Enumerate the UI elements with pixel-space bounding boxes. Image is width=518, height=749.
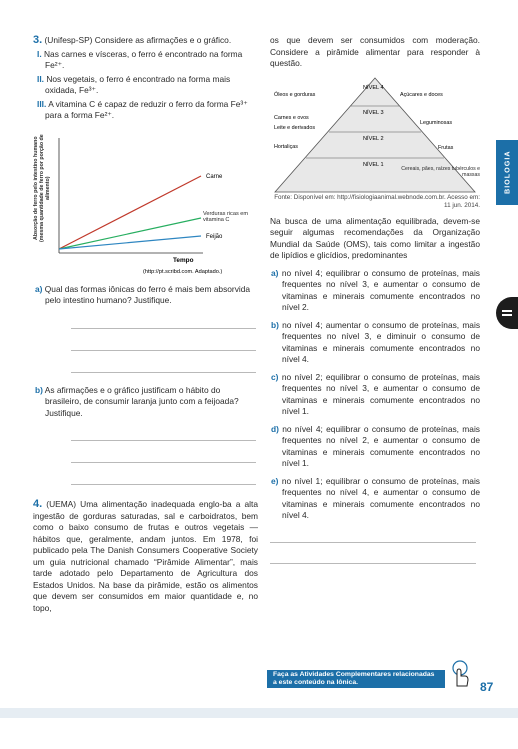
q3-item-2: II. Nos vegetais, o ferro é encontrado na forma mais oxidada, Fe³⁺. xyxy=(37,73,231,95)
page-number: 87 xyxy=(480,680,494,694)
answer-line[interactable] xyxy=(71,462,256,463)
answer-line[interactable] xyxy=(71,372,256,373)
series-label-feijao: Feijão xyxy=(206,233,223,240)
series-label-carne: Carne xyxy=(206,173,223,180)
left-column xyxy=(33,35,258,614)
answer-line[interactable] xyxy=(71,484,256,485)
graph-source: (http://pt.scribd.com. Adaptado.) xyxy=(143,268,223,275)
option-c[interactable]: c) no nível 2; equilibrar o consumo de proteínas, mais frequentes no nível 3, e aumentar o consumo de vitaminas e minerais comumente encontrados no nível 1. xyxy=(271,371,480,416)
option-e[interactable]: e) no nível 1; equilibrar o consumo de proteínas, mais frequentes no nível 4, e aumentar o consumo de vitaminas e minerais comumente encontrados no nível 4. xyxy=(271,475,480,520)
pyramid-label: Hortaliças xyxy=(274,143,298,150)
subject-tab: BIOLOGIA xyxy=(496,140,518,205)
answer-line[interactable] xyxy=(71,350,256,351)
pyramid-level-3: NÍVEL 3 xyxy=(363,109,384,116)
answer-line[interactable] xyxy=(270,542,476,543)
series-label-verduras: Verduras ricas em vitamina C xyxy=(203,210,249,223)
option-d[interactable]: d) no nível 4; equilibrar o consumo de proteínas, mais frequentes no nível 2, e aumentar o consumo de vitaminas e minerais comumente encontrados no nível 1. xyxy=(271,423,480,468)
menu-icon xyxy=(496,297,518,329)
pyramid-label: Açúcares e doces xyxy=(400,91,443,98)
pyramid-level-4: NÍVEL 4 xyxy=(363,84,384,91)
q3-sub-b: b) As afirmações e o gráfico justificam o hábito do brasileiro, de consumir laranja junto com a feijoada? Justifique. xyxy=(35,384,239,418)
option-b[interactable]: b) no nível 4; aumentar o consumo de proteínas, mais frequentes no nível 3, e diminuir o consumo de vitaminas e minerais comumente encontrados no nível 4. xyxy=(271,319,481,364)
pyramid-label: Cereais, pães, raízes tubérculos e massas xyxy=(401,165,480,178)
answer-line[interactable] xyxy=(71,328,256,329)
answer-line[interactable] xyxy=(71,440,256,441)
graph-ylabel: Absorção de ferro pelo intestino humano (mesma quantidade de ferro por porção de alimento) xyxy=(33,133,51,242)
graph-xlabel: Tempo xyxy=(173,256,194,264)
q3-sub-a: a) Qual das formas iônicas do ferro é mais bem absorvida pelo intestino humano? Justifique. xyxy=(35,283,251,305)
bottom-band xyxy=(0,708,518,718)
pyramid-label: Frutas xyxy=(438,144,454,151)
pyramid-label: Carnes e ovos xyxy=(274,114,309,121)
pyramid-source: Fonte: Disponível em: http://fisiologiaanimal.webnode.com.br. Acesso em: 11 jun. 2014. xyxy=(274,193,480,209)
hand-pointer-icon xyxy=(449,660,471,688)
food-pyramid xyxy=(270,74,480,194)
q3-intro: 3. (Unifesp-SP) Considere as afirmações e o gráfico. xyxy=(33,34,232,46)
q4-continuation: os que devem ser consumidos com moderação. Considere a pirâmide alimentar para responder à questão. xyxy=(270,35,480,68)
option-a[interactable]: a) no nível 4; equilibrar o consumo de proteínas, mais frequentes no nível 3, e aumentar o consumo de vitaminas e minerais comumente encontrados no nível 2. xyxy=(271,267,480,312)
q4-question: Na busca de uma alimentação equilibrada, devem-se seguir algumas recomendações da Organização Mundial da Saúde (OMS), tais como limitar a ingestão de lipídios e glicídios, predominantes xyxy=(270,215,480,260)
q4-number: 4. xyxy=(33,498,43,510)
pyramid-label: Óleos e gorduras xyxy=(274,91,316,98)
pyramid-level-2: NÍVEL 2 xyxy=(363,135,384,142)
pyramid-level-1: NÍVEL 1 xyxy=(363,161,384,168)
series-line-verduras xyxy=(59,218,201,249)
iron-absorption-graph xyxy=(33,128,258,278)
q3-number: 3. xyxy=(33,34,43,46)
q3-item-1: I. Nas carnes e vísceras, o ferro é encontrado na forma Fe²⁺. xyxy=(37,48,243,70)
answer-line[interactable] xyxy=(270,563,476,564)
right-column xyxy=(270,35,480,564)
pyramid-label: Leguminosas xyxy=(420,119,453,126)
pyramid-label: Leite e derivados xyxy=(274,124,316,131)
q3-item-3: III. A vitamina C é capaz de reduzir o ferro da forma Fe³⁺ para a forma Fe²⁺. xyxy=(37,98,248,120)
q4-intro: 4. (UEMA) Uma alimentação inadequada englo-ba a alta ingestão de gorduras saturadas, sal e carboidratos, bem como o baixo consumo de frutas e outros vegetais — hábitos que, geralmente, andam juntos. Em 1978, foi publicado pela The Danish Consumers Cooperative Society um guia nutricional chamado “Pirâmide Alimentar”, mais tarde adotado pelo Departamento de Agricultura dos Estados Unidos. Na base da pirâmide, estão os alimentos que devem ser consumidos em maior quantidade e, no topo, xyxy=(33,498,258,613)
activity-box: Faça as Atividades Complementares relacionadas a este conteúdo na Iônica. xyxy=(267,670,445,688)
